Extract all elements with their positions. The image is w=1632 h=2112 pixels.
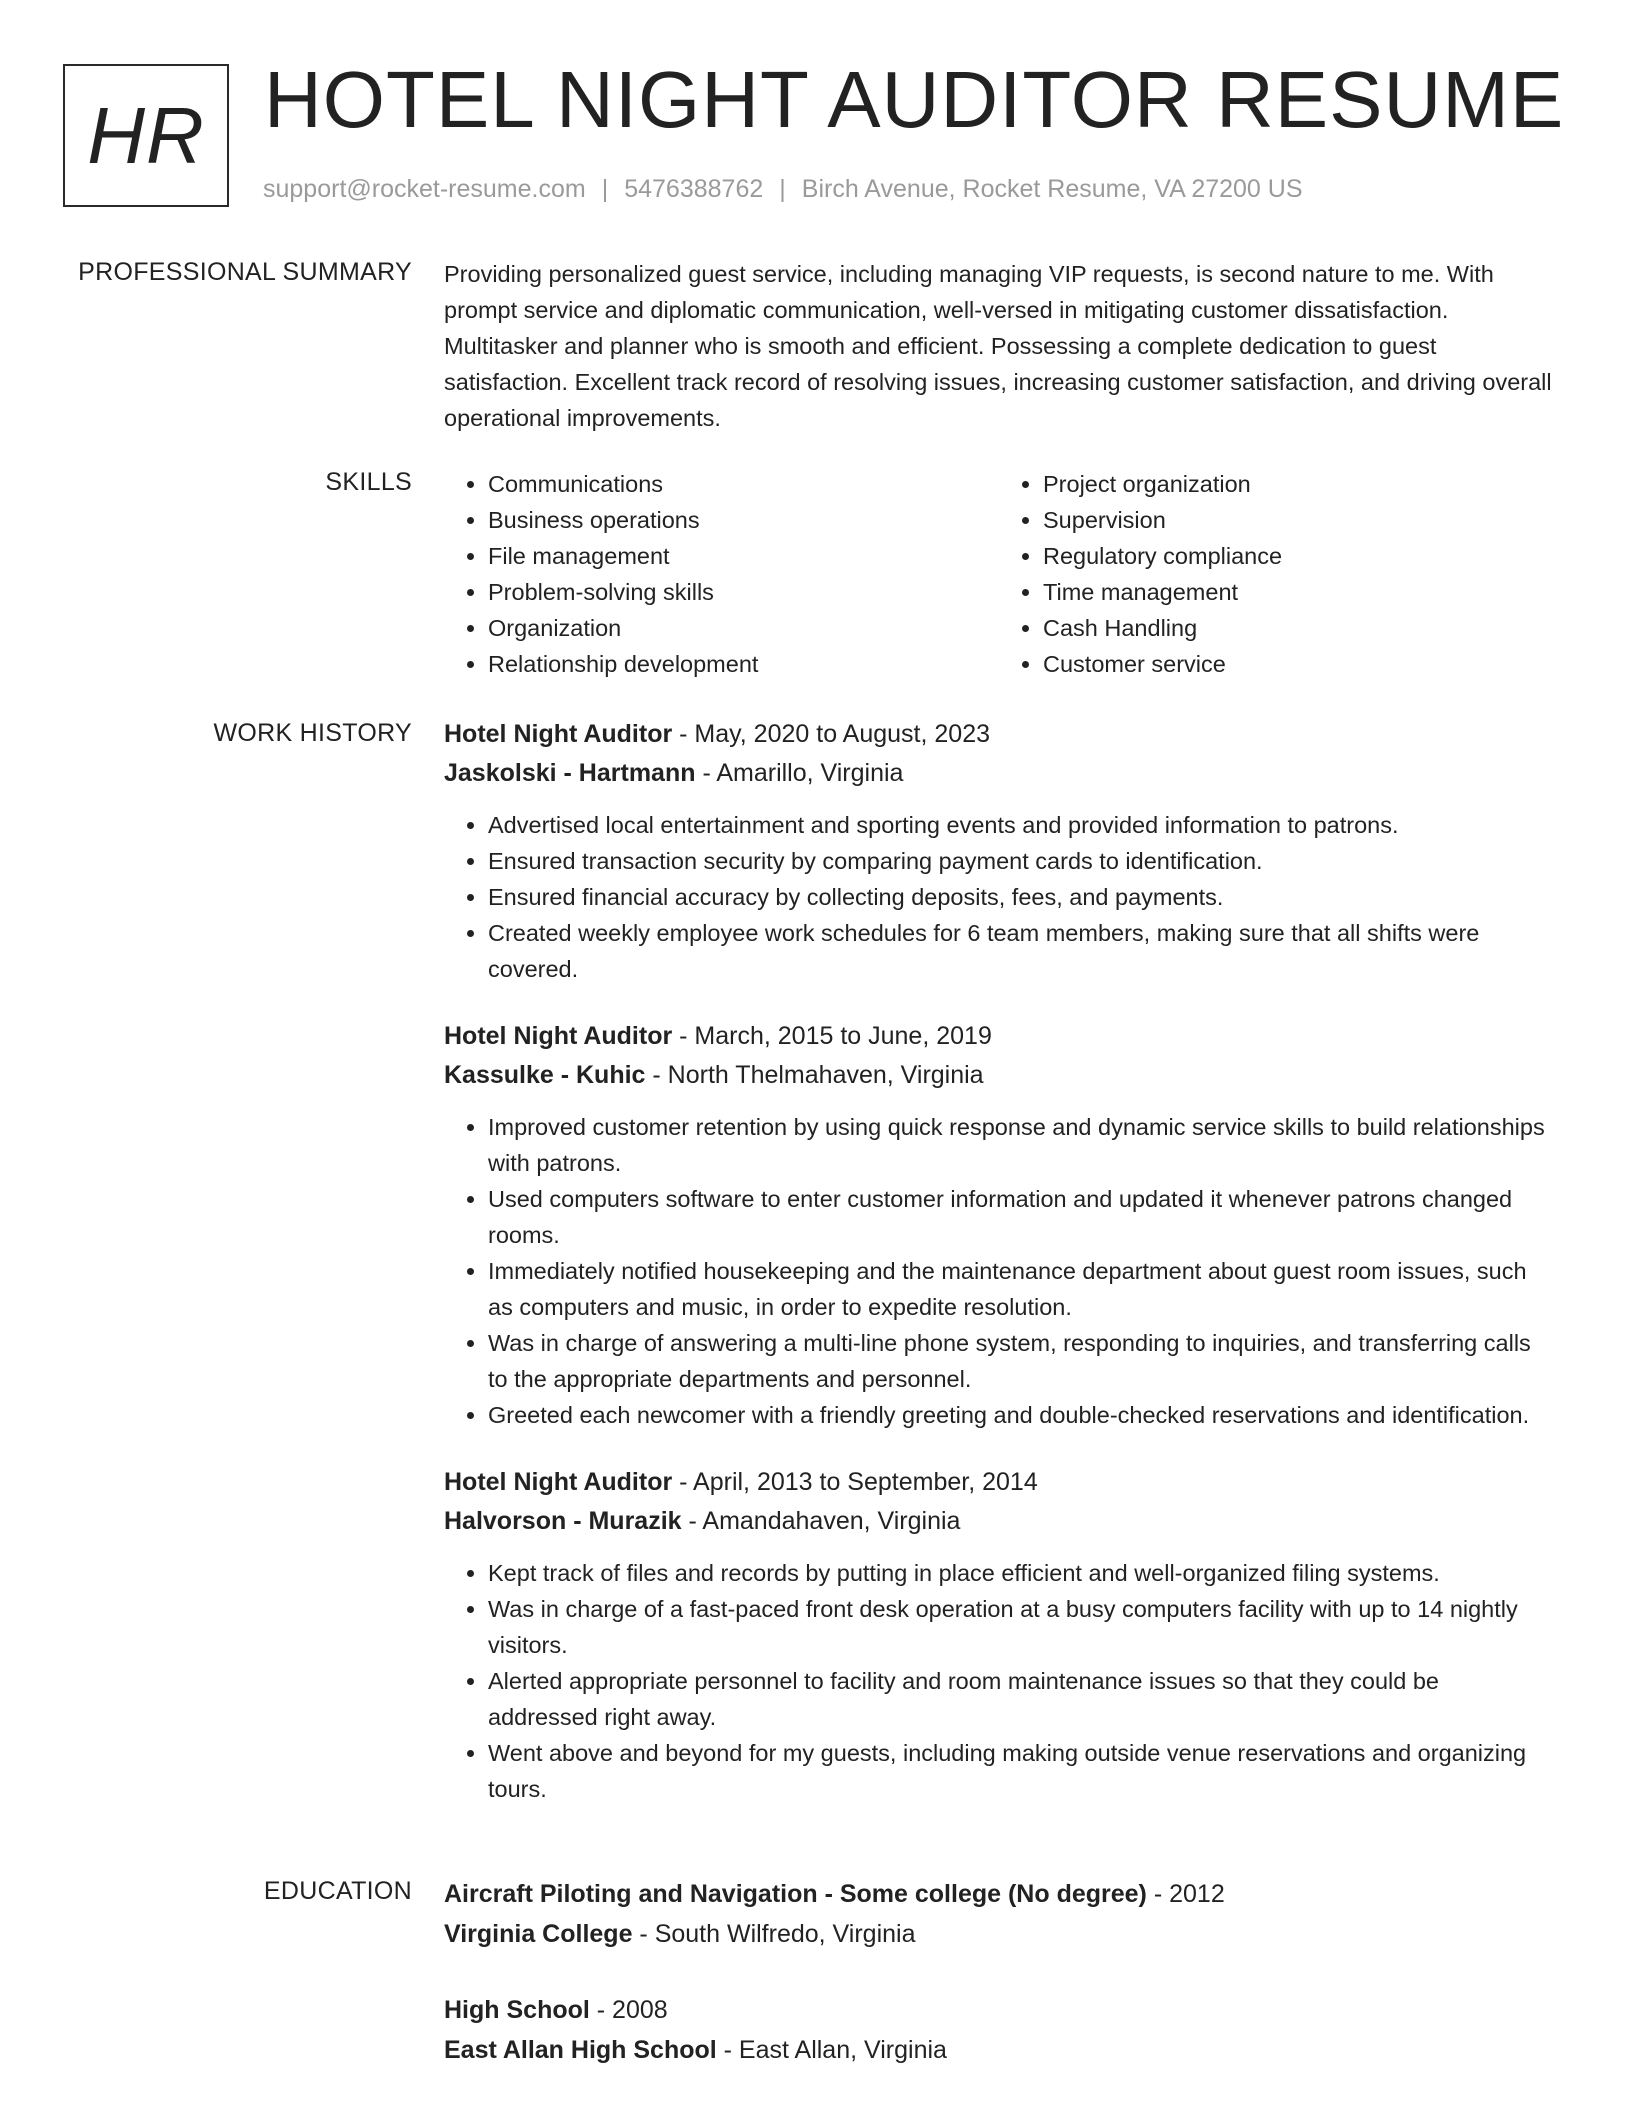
job-company: Jaskolski - Hartmann xyxy=(444,759,696,787)
education-school-line xyxy=(444,2030,1554,2070)
job-company-line xyxy=(444,1502,1554,1541)
education-degree-line xyxy=(444,1990,1554,2030)
contact-phone: 5476388762 xyxy=(624,175,764,203)
skill-item: • Supervision xyxy=(1043,502,1554,538)
resume-title: HOTEL NIGHT AUDITOR RESUME xyxy=(264,55,1565,144)
job-duty: • Ensured financial accuracy by collecting deposits, fees, and payments. xyxy=(488,879,1554,915)
skill-item: • Time management xyxy=(1043,574,1554,610)
summary-body xyxy=(444,256,1554,436)
job-duty: • Immediately notified housekeeping and the maintenance department about guest room issues, such as computers and music, in order to expedite resolution. xyxy=(488,1253,1554,1325)
job-duties-list xyxy=(444,807,1554,987)
job-title: Hotel Night Auditor xyxy=(444,1468,673,1496)
job-company-line xyxy=(444,1056,1554,1095)
job-duty: • Ensured transaction security by comparing payment cards to identification. xyxy=(488,843,1554,879)
education-school: Virginia College xyxy=(444,1920,633,1948)
job-title-line xyxy=(444,715,1554,754)
skill-item: • Regulatory compliance xyxy=(1043,538,1554,574)
section-label-work-history: WORK HISTORY xyxy=(213,719,412,747)
job-dates: - May, 2020 to August, 2023 xyxy=(672,720,991,748)
job-duty: • Advertised local entertainment and sporting events and provided information to patrons. xyxy=(488,807,1554,843)
job-location: - Amandahaven, Virginia xyxy=(681,1507,961,1535)
section-label-skills: SKILLS xyxy=(325,468,412,496)
skill-item: • Customer service xyxy=(1043,646,1554,682)
education-degree: Aircraft Piloting and Navigation - Some college (No degree) xyxy=(444,1880,1147,1908)
education-location: - South Wilfredo, Virginia xyxy=(632,1920,916,1948)
contact-email: support@rocket-resume.com xyxy=(263,175,586,203)
skill-item: • Cash Handling xyxy=(1043,610,1554,646)
job-entry xyxy=(444,1463,1554,1807)
job-company: Kassulke - Kuhic xyxy=(444,1061,646,1089)
job-dates: - March, 2015 to June, 2019 xyxy=(672,1022,992,1050)
job-duties-list xyxy=(444,1555,1554,1807)
job-duty: • Kept track of files and records by putting in place efficient and well-organized filing systems. xyxy=(488,1555,1554,1591)
job-duty: • Greeted each newcomer with a friendly greeting and double-checked reservations and identification. xyxy=(488,1397,1554,1433)
job-company: Halvorson - Murazik xyxy=(444,1507,682,1535)
section-label-education: EDUCATION xyxy=(263,1877,412,1905)
skill-item: • Organization xyxy=(488,610,999,646)
skills-column-left xyxy=(444,466,999,682)
skill-item: • Problem-solving skills xyxy=(488,574,999,610)
summary-text: Providing personalized guest service, including managing VIP requests, is second nature to me. With prompt service and diplomatic communication, well-versed in mitigating customer dissatisfaction. Multitasker and planner who is smooth and efficient. Possessing a complete dedication to guest satisfaction. Excellent track record of resolving issues, increasing customer satisfaction, and driving overall operational improvements. xyxy=(444,261,1552,431)
job-title-line xyxy=(444,1017,1554,1056)
contact-separator: | xyxy=(601,175,609,203)
education-entry xyxy=(444,1874,1554,1954)
contact-separator: | xyxy=(779,175,786,203)
section-label-summary: PROFESSIONAL SUMMARY xyxy=(78,258,412,286)
education-school-line xyxy=(444,1914,1554,1954)
job-entry xyxy=(444,715,1554,987)
job-location: - Amarillo, Virginia xyxy=(695,759,904,787)
job-entry xyxy=(444,1017,1554,1433)
job-title: Hotel Night Auditor xyxy=(444,720,673,748)
skill-item: • Business operations xyxy=(488,502,999,538)
job-duty: • Created weekly employee work schedules for 6 team members, making sure that all shifts were covered. xyxy=(488,915,1554,987)
work-history-body xyxy=(444,715,1554,1821)
skill-item: • Relationship development xyxy=(488,646,999,682)
monogram-box xyxy=(63,64,229,207)
job-duty: • Went above and beyond for my guests, including making outside venue reservations and organizing tours. xyxy=(488,1735,1554,1807)
contact-address: Birch Avenue, Rocket Resume, VA 27200 US xyxy=(801,175,1303,203)
skill-item: • Project organization xyxy=(1043,466,1554,502)
job-duty: • Used computers software to enter customer information and updated it whenever patrons changed rooms. xyxy=(488,1181,1554,1253)
skills-body xyxy=(444,466,1554,682)
monogram-initials: HR xyxy=(87,90,205,180)
education-entry xyxy=(444,1990,1554,2070)
job-title: Hotel Night Auditor xyxy=(444,1022,673,1050)
education-year: - 2008 xyxy=(589,1996,668,2024)
education-school: East Allan High School xyxy=(444,2036,717,2064)
education-degree-line xyxy=(444,1874,1554,1914)
education-year: - 2012 xyxy=(1146,1880,1225,1908)
contact-line xyxy=(263,175,1303,204)
skill-item: • Communications xyxy=(488,466,999,502)
job-company-line xyxy=(444,754,1554,793)
skills-grid xyxy=(444,466,1554,682)
job-duties-list xyxy=(444,1109,1554,1433)
job-dates: - April, 2013 to September, 2014 xyxy=(672,1468,1038,1496)
job-duty: • Was in charge of answering a multi-line phone system, responding to inquiries, and transferring calls to the appropriate departments and personnel. xyxy=(488,1325,1554,1397)
job-duty: • Alerted appropriate personnel to facility and room maintenance issues so that they could be addressed right away. xyxy=(488,1663,1554,1735)
education-location: - East Allan, Virginia xyxy=(716,2036,947,2064)
job-duty: • Improved customer retention by using quick response and dynamic service skills to build relationships with patrons. xyxy=(488,1109,1554,1181)
job-location: - North Thelmahaven, Virginia xyxy=(645,1061,984,1089)
education-degree: High School xyxy=(444,1996,590,2024)
education-body xyxy=(444,1874,1554,2106)
job-duty: • Was in charge of a fast-paced front desk operation at a busy computers facility with up to 14 nightly visitors. xyxy=(488,1591,1554,1663)
skill-item: • File management xyxy=(488,538,999,574)
job-title-line xyxy=(444,1463,1554,1502)
skills-column-right xyxy=(999,466,1554,682)
